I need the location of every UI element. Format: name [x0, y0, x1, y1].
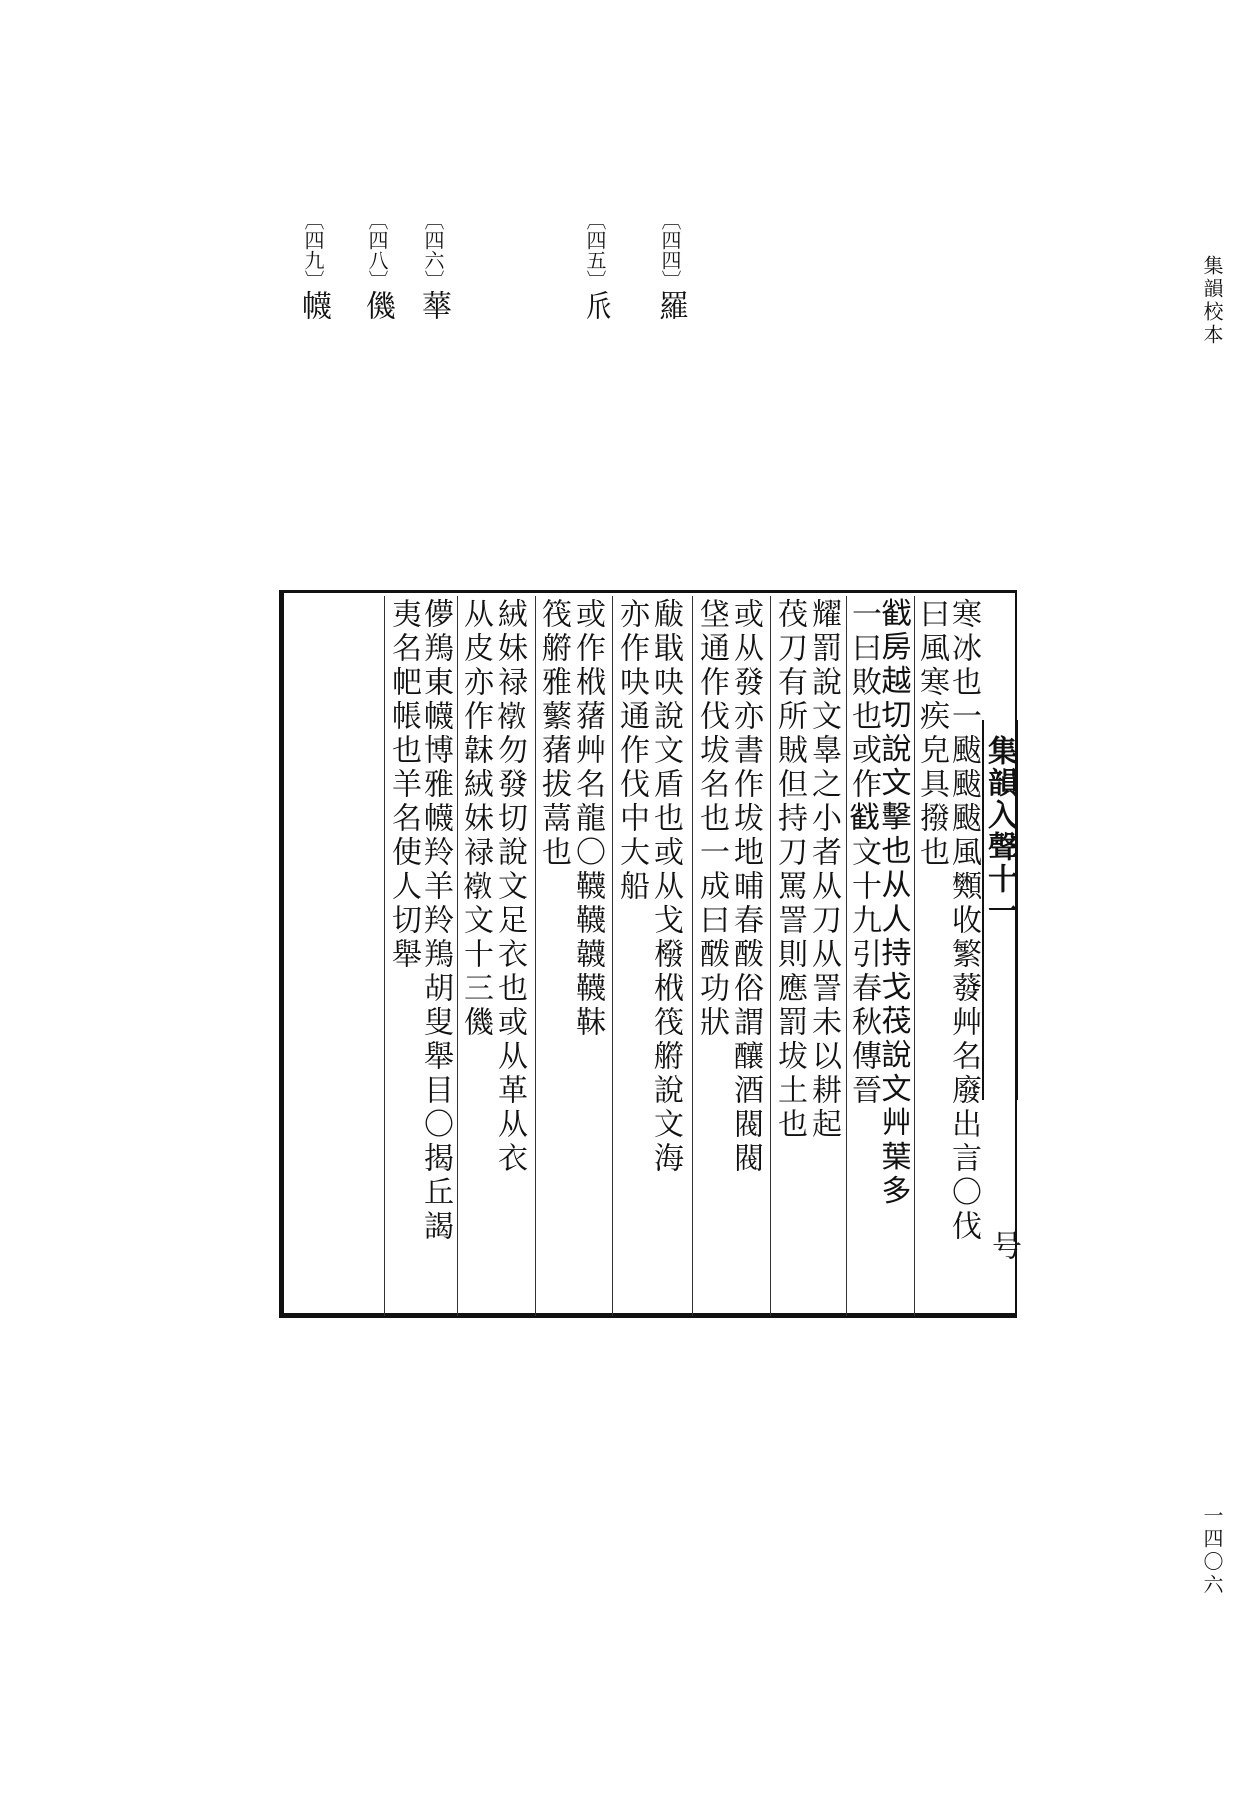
text-line: 耀罰說文辠之小者从刀从詈未以耕起 [806, 598, 841, 1142]
note-text: 羅 [653, 290, 688, 322]
block-fold-mark: 号 [986, 1230, 1021, 1260]
note-number: 〔四六〕 [421, 210, 445, 290]
collation-note [296, 210, 331, 322]
text-line: 或从發亦書作坺地晡春酦俗謂釀酒閥閥 [728, 598, 763, 1176]
collation-note [416, 210, 451, 322]
text-line: 一曰敗也或作𢧵文十九引春秋傳晉 [846, 598, 881, 1108]
text-line: 儚鴹東幭博雅幭羚羊羚鴹胡叟舉目〇揭丘謁 [418, 598, 453, 1244]
note-number: 〔四五〕 [583, 210, 607, 290]
text-line: 或作栰蕏艸名龍〇韈韈韤韈靺 [570, 598, 605, 1040]
text-line: 絨妹䘵𧝋勿發切說文足衣也或从革从衣 [492, 598, 527, 1176]
collation-note [360, 210, 395, 322]
text-line: 垡通作伐坺名也一成曰酦功狀 [694, 598, 729, 1040]
text-line: 𢧵房越切說文擊也从人持戈茷說文艸葉多 [878, 598, 913, 1210]
text-line: 曰風寒疾皃具撥也 [914, 598, 949, 870]
note-number: 〔四四〕 [658, 210, 682, 290]
text-line: 亦作吷通作伐中大船 [614, 598, 649, 904]
note-text: 僟 [360, 290, 395, 322]
page-number: 一四〇六 [1200, 1505, 1224, 1597]
note-text: 𠂢 [578, 290, 613, 322]
text-line: 寒冰也一颰颰颰風䫶收繁蕟艸名廢出言〇伐 [946, 598, 981, 1244]
text-line: 夷名帊帳也羊名使人切舉 [386, 598, 421, 972]
text-line: 瞂戢吷說文盾也或从戈橃栰筏䒀說文海 [648, 598, 683, 1176]
note-number: 〔四八〕 [365, 210, 389, 290]
text-line: 从皮亦作韎絨妹䘵𧝋文十三僟 [458, 598, 493, 1040]
text-line: 筏䒀雅蘩蕏拔蒚也 [536, 598, 571, 870]
note-number: 〔四九〕 [301, 210, 325, 290]
running-title: 集韻校本 [1200, 255, 1224, 347]
collation-note [653, 210, 688, 322]
note-text: 幭 [296, 290, 331, 322]
text-line: 茷刀有所賊但持刀罵詈則應罰坺土也 [772, 598, 807, 1142]
collation-note [578, 210, 613, 322]
note-text: 蕐 [416, 290, 451, 322]
block-margin-title: 集韻入聲十一 [982, 735, 1017, 927]
